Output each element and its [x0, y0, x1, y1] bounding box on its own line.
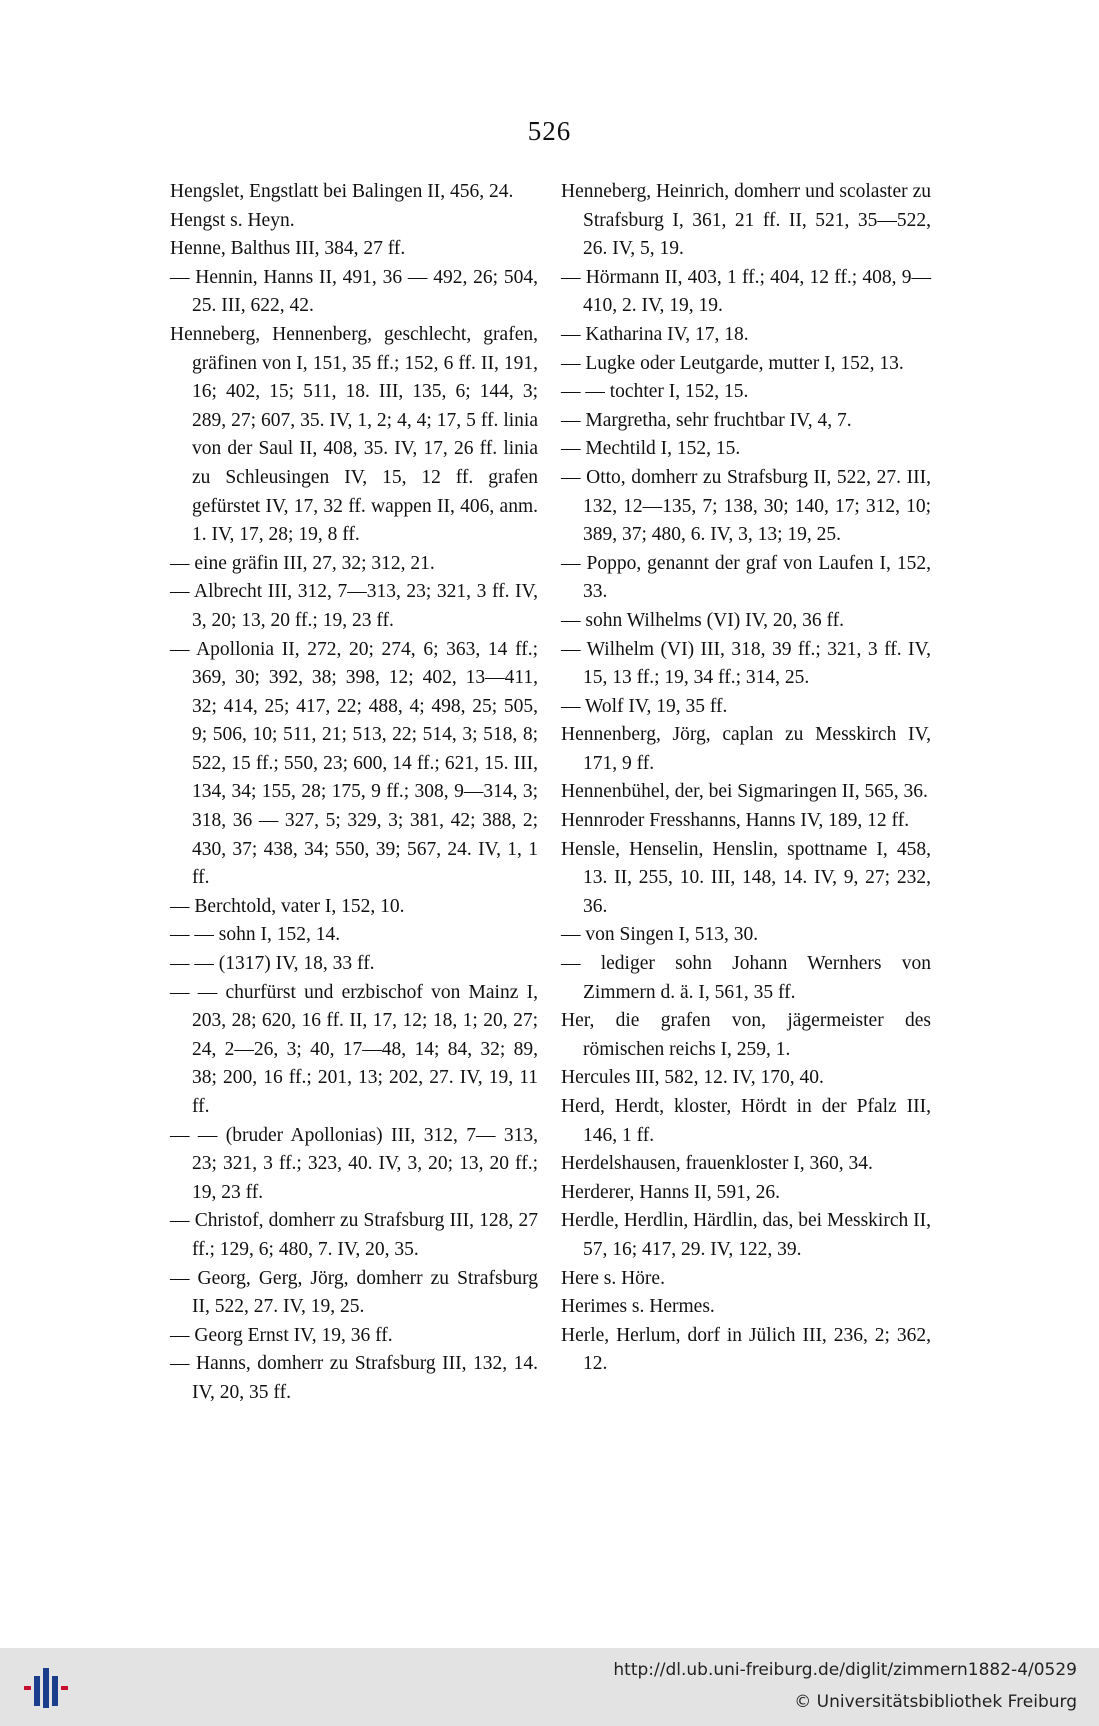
index-entry: Herderer, Hanns II, 591, 26. [561, 1181, 781, 1203]
ub-freiburg-logo-icon [22, 1662, 72, 1712]
footer-copyright: © Universitätsbibliothek Freiburg [794, 1692, 1077, 1712]
index-entry: — Berchtold, vater I, 152, 10. [170, 895, 405, 917]
index-entry: — — (1317) IV, 18, 33 ff. [170, 953, 375, 975]
index-entry: — Georg, Gerg, Jörg, domherr zu Strafsburg II, 522, 27. IV, 19, 25. [170, 1267, 538, 1318]
page-number: 526 [527, 116, 572, 146]
index-entry: Here s. Höre. [561, 1267, 665, 1289]
index-entry: — Poppo, genannt der graf von Laufen I, 152, 33. [561, 552, 931, 603]
index-entry: — — sohn I, 152, 14. [170, 924, 341, 946]
index-entry: Her, die grafen von, jägermeister des römischen reichs I, 259, 1. [561, 1010, 931, 1060]
index-entry: Henne, Balthus III, 384, 27 ff. [170, 238, 406, 260]
index-entry: — — tochter I, 152, 15. [561, 381, 749, 403]
index-entry: — Albrecht III, 312, 7—313, 23; 321, 3 ff. IV, 3, 20; 13, 20 ff.; 19, 23 ff. [170, 581, 538, 631]
index-entry: — Georg Ernst IV, 19, 36 ff. [170, 1324, 393, 1346]
index-entry: — Wilhelm (VI) III, 318, 39 ff.; 321, 3 ff. IV, 15, 13 ff.; 19, 34 ff.; 314, 25. [561, 638, 931, 689]
index-entry: Hennenbühel, der, bei Sigmaringen II, 565, 36. [561, 781, 928, 803]
index-entry: Hercules III, 582, 12. IV, 170, 40. [561, 1067, 824, 1089]
index-entry: — Wolf IV, 19, 35 ff. [561, 695, 728, 717]
index-entry: — Katharina IV, 17, 18. [561, 323, 749, 345]
index-entry: — Hanns, domherr zu Strafsburg III, 132, 14. IV, 20, 35 ff. [170, 1353, 538, 1403]
index-entry: — Lugke oder Leutgarde, mutter I, 152, 13. [561, 352, 904, 374]
index-entry: Hennroder Fresshanns, Hanns IV, 189, 12 ff. [561, 810, 910, 832]
index-entry: — eine gräfin III, 27, 32; 312, 21. [170, 552, 435, 574]
index-entry: — von Singen I, 513, 30. [561, 924, 759, 946]
index-entry: — Hennin, Hanns II, 491, 36 — 492, 26; 504, 25. III, 622, 42. [170, 266, 538, 317]
index-entry: — — (bruder Apollonias) III, 312, 7— 313, 23; 321, 3 ff.; 323, 40. IV, 3, 20; 13, 20 ff.; 19, 23 ff. [170, 1124, 538, 1203]
index-entry: Hensle, Henselin, Henslin, spottname I, 458, 13. II, 255, 10. III, 148, 14. IV, 9, 27; 232, 36. [561, 838, 931, 917]
index-entry: Hennenberg, Jörg, caplan zu Messkirch IV, 171, 9 ff. [561, 724, 931, 774]
index-entry: Herle, Herlum, dorf in Jülich III, 236, 2; 362, 12. [561, 1324, 931, 1375]
index-column-left [170, 178, 538, 1408]
index-entry: Herdle, Herdlin, Härdlin, das, bei Messkirch II, 57, 16; 417, 29. IV, 122, 39. [561, 1210, 931, 1260]
index-entry: — Otto, domherr zu Strafsburg II, 522, 27. III, 132, 12—135, 7; 138, 30; 140, 17; 312, 10; 389, 37; 480, 6. IV, 3, 13; 19, 25. [561, 466, 931, 546]
index-entry: — lediger sohn Johann Wernhers von Zimmern d. ä. I, 561, 35 ff. [561, 953, 931, 1003]
footer-bar [0, 1648, 1099, 1726]
footer-url-link[interactable]: http://dl.ub.uni-freiburg.de/diglit/zimmern1882-4/0529 [613, 1660, 1077, 1680]
index-entry: Herd, Herdt, kloster, Hördt in der Pfalz III, 146, 1 ff. [561, 1096, 931, 1146]
index-entry: Herdelshausen, frauenkloster I, 360, 34. [561, 1153, 873, 1175]
index-entry: — Apollonia II, 272, 20; 274, 6; 363, 14 ff.; 369, 30; 392, 38; 398, 12; 402, 13—411, 32; 414, 25; 417, 22; 488, 4; 498, 25; 505, 9; 506, 10; 511, 21; 513, 22; 514, 3; 518, 8; 522, 15 ff.; 550, 23; 600, 14 ff.; 621, 15. III, 134, 34; 155, 28; 175, 9 ff.; 308, 9—314, 3; 318, 36 — 327, 5; 329, 3; 381, 42; 388, 2; 430, 37; 438, 34; 550, 39; 567, 24. IV, 1, 1 ff. [170, 638, 538, 889]
index-entry: Henneberg, Heinrich, domherr und scolaster zu Strafsburg I, 361, 21 ff. II, 521, 35—522, 26. IV, 5, 19. [561, 181, 931, 260]
index-entry: Hengslet, Engstlatt bei Balingen II, 456, 24. [170, 181, 514, 202]
index-entry: — sohn Wilhelms (VI) IV, 20, 36 ff. [561, 609, 845, 631]
index-entry: — — churfürst und erzbischof von Mainz I, 203, 28; 620, 16 ff. II, 17, 12; 18, 1; 20, 27; 24, 2—26, 3; 40, 17—48, 14; 84, 32; 89, 38; 200, 16 ff.; 201, 13; 202, 27. IV, 19, 11 ff. [170, 981, 538, 1117]
index-entry: — Christof, domherr zu Strafsburg III, 128, 27 ff.; 129, 6; 480, 7. IV, 20, 35. [170, 1210, 538, 1260]
index-entry: — Mechtild I, 152, 15. [561, 438, 741, 460]
index-entry: — Hörmann II, 403, 1 ff.; 404, 12 ff.; 408, 9—410, 2. IV, 19, 19. [561, 266, 931, 317]
index-entry: Henneberg, Hennenberg, geschlecht, grafen, gräfinen von I, 151, 35 ff.; 152, 6 ff. II, 191, 16; 402, 15; 511, 18. III, 135, 6; 144, 3; 289, 27; 607, 35. IV, 1, 2; 4, 4; 17, 5 ff. linia von der Saul II, 408, 35. IV, 17, 26 ff. linia zu Schleusingen IV, 15, 12 ff. grafen gefürstet IV, 17, 32 ff. wappen II, 406, anm. 1. IV, 17, 28; 19, 8 ff. [170, 323, 538, 546]
index-entry: Herimes s. Hermes. [561, 1296, 715, 1318]
index-column-right [561, 178, 931, 1379]
index-entry: — Margretha, sehr fruchtbar IV, 4, 7. [561, 409, 852, 431]
index-entry: Hengst s. Heyn. [170, 209, 295, 231]
